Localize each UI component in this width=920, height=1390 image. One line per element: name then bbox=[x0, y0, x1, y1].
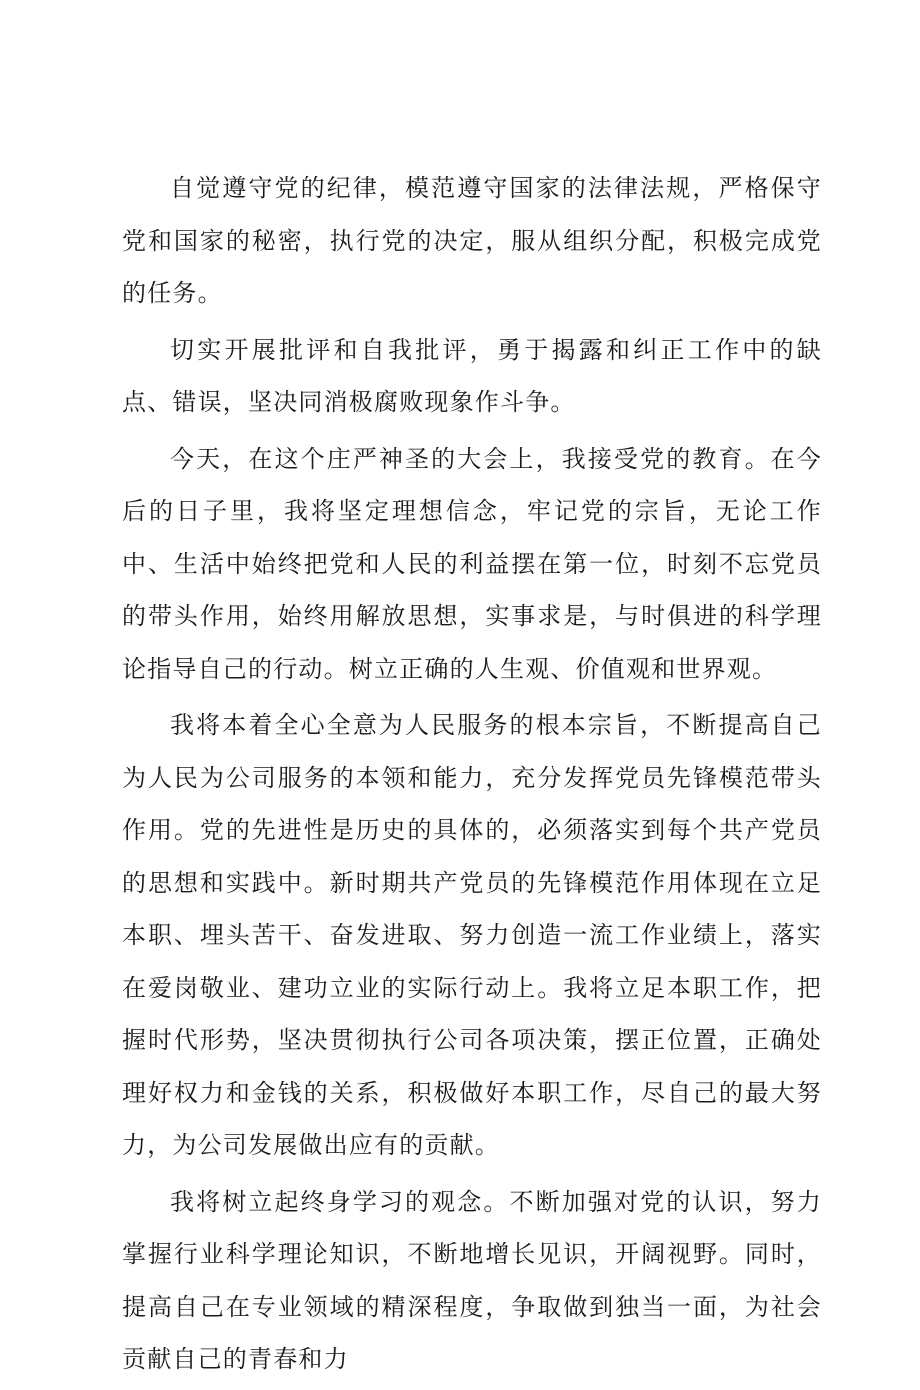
paragraph-3: 今天，在这个庄严神圣的大会上，我接受党的教育。在今后的日子里，我将坚定理想信念，牢记党的宗旨，无论工作中、生活中始终把党和人民的利益摆在第一位，时刻不忘党员的带头作用，始终用解放思想，实事求是，与时俱进的科学理论指导自己的行动。树立正确的人生观、价值观和世界观。 bbox=[122, 444, 822, 683]
paragraph-4: 我将本着全心全意为人民服务的根本宗旨，不断提高自己为人民为公司服务的本领和能力，充分发挥党员先锋模范带头作用。党的先进性是历史的具体的，必须落实到每个共产党员的思想和实践中。新时期共产党员的先锋模范作用体现在立足本职、埋头苦干、奋发进取、努力创造一流工作业绩上，落实在爱岗敬业、建功立业的实际行动上。我将立足本职工作，把握时代形势，坚决贯彻执行公司各项决策，摆正位置，正确处理好权力和金钱的关系，积极做好本职工作，尽自己的最大努力，为公司发展做出应有的贡献。 bbox=[122, 711, 822, 1159]
paragraph-5: 我将树立起终身学习的观念。不断加强对党的认识，努力掌握行业科学理论知识，不断地增长见识，开阔视野。同时，提高自己在专业领域的精深程度，争取做到独当一面，为社会贡献自己的青春和力 bbox=[122, 1187, 822, 1373]
document-body bbox=[122, 162, 822, 1390]
paragraph-1: 自觉遵守党的纪律，模范遵守国家的法律法规，严格保守党和国家的秘密，执行党的决定，服从组织分配，积极完成党的任务。 bbox=[122, 174, 822, 307]
paragraph-2: 切实开展批评和自我批评，勇于揭露和纠正工作中的缺点、错误，坚决同消极腐败现象作斗争。 bbox=[122, 335, 822, 416]
